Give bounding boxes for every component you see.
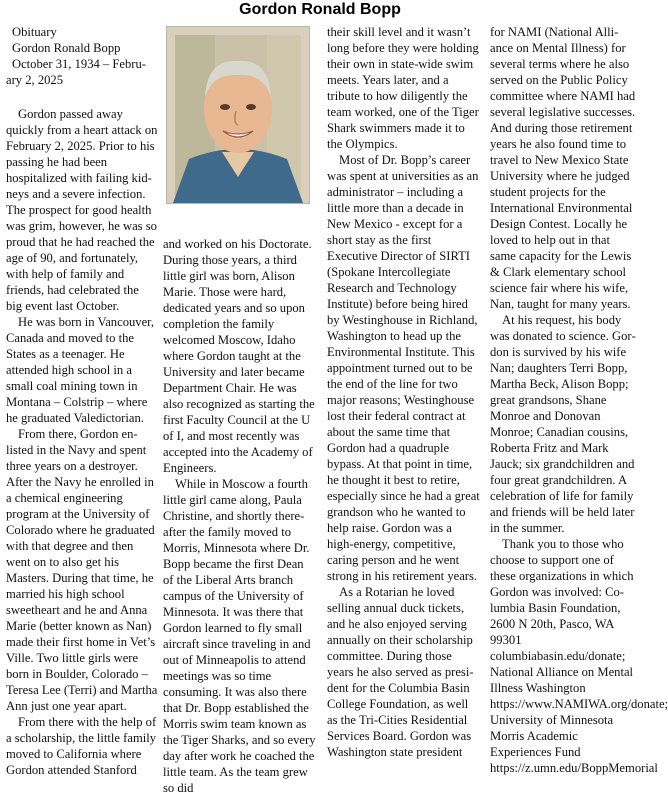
obituary-meta — [6, 24, 158, 88]
dates-line-2: ary 2, 2025 — [6, 73, 64, 87]
column-4 — [490, 24, 668, 776]
column-1 — [6, 24, 158, 778]
paragraph: As a Rotarian he loved selling annual duck tickets, and he also enjoyed serving annually on their scholarship committee. During those years he also served as president for the Columbia Basin College Foundation, as well as the Tri-Cities Residential Services Board. Gordon was Washington state president — [327, 585, 474, 759]
paragraph: From there, Gordon enlisted in the Navy and spent three years on a destroyer. After the Navy he enrolled in a chemical engineering program at the University of Colorado where he graduated with that degree and then went on to also get his Masters. During that time, he married his high school sweetheart and he and Anna Marie (better known as Nan) made their first home in Vet’s Ville. Two little girls were born in Boulder, Colorado – Teresa Lee (Terri) and Martha Ann just one year apart. — [6, 427, 158, 713]
obituary-label: Obituary — [12, 25, 57, 39]
paragraph: He was born in Vancouver, Canada and moved to the States as a teenager. He attended high school in a small coal mining town in Montana – Colstrip – where he graduated Valedictorian. — [6, 315, 155, 425]
portrait-illustration — [167, 27, 309, 203]
portrait-photo — [166, 26, 310, 204]
paragraph: While in Moscow a fourth little girl came along, Paula Christine, and shortly thereafter the family moved to Morris, Minnesota where Dr. Bopp became the first Dean of the Liberal Arts branch campus of the University of Minnesota. It was there that Gordon learned to fly small aircraft since traveling in and out of Minneapolis to attend meetings was so time consuming. It was also there that Dr. Bopp established the Morris swim team known as the Tiger Sharks, and so every day after work he coached the little team. As the team grew so did — [163, 477, 316, 795]
paragraph: Most of Dr. Bopp’s career was spent at universities as an administrator – including a little more than a decade in New Mexico - except for a short stay as the first Executive Director of SIRTI (Spokane Intercollegiate Research and Technology Institute) before being hired by Westinghouse in Richland, Washington to head up the Environmental Institute. This appointment turned out to be the end of the line for two major reasons; Westinghouse lost their federal contract at about the same time that Gordon had a quadruple bypass. At that point in time, he thought it best to retire, especially since he had a great grandson who he wanted to help raise. Gordon was a high-energy, competitive, caring person and he went strong in his retirement years. — [327, 153, 480, 583]
column-3 — [327, 24, 481, 760]
paragraph: Thank you to those who choose to support one of these organizations in which Gordon was involved: Columbia Basin Foundation, 2600 N 20th, Pasco, WA 99301 columbiabasin.edu/donate; National Alliance on Mental Illness Washington https://www.NAMIWA.org/donate; University of Minnesota Morris Academic Experiences Fund https://z.umn.edu/BoppMemorial — [490, 537, 668, 775]
paragraph: their skill level and it wasn’t long before they were holding their own in state-wide swim meets. Years later, and a tribute to how diligently the team worked, one of the Tiger Shark swimmers made it to the Olympics. — [327, 25, 479, 151]
headline: Gordon Ronald Bopp — [239, 1, 401, 18]
paragraph: From there with the help of a scholarship, the little family moved to California where Gordon attended Stanford — [6, 715, 157, 777]
paragraph: and worked on his Doctorate. During those years, a third little girl was born, Alison Marie. Those were hard, dedicated years and so upon completion the family welcomed Moscow, Idaho where Gordon taught at the University and later became Department Chair. He was also recognized as starting the first Faculty Council at the U of I, and most recently was accepted into the Academy of Engineers. — [163, 237, 315, 475]
column-2-text — [163, 236, 317, 796]
paragraph: for NAMI (National Alliance on Mental Illness) for several terms where he also served on the Public Policy committee where NAMI had several legislative successes. And during those retirement years he also found time to travel to New Mexico State University where he judged student projects for the International Environmental Design Contest. Locally he loved to help out in that same capacity for the Lewis & Clark elementary school science fair where his wife, Nan, taught for many years. — [490, 25, 636, 311]
dates-line-1: October 31, 1934 – Febru- — [12, 57, 146, 71]
paragraph: Gordon passed away quickly from a heart attack on February 2, 2025. Prior to his passing he had been hospitalized with failing kidneys and a severe infection. The prospect for good health was grim, however, he was so proud that he had reached the age of 90, and fortunately, with help of family and friends, had celebrated the big event last October. — [6, 107, 158, 313]
obituary-name: Gordon Ronald Bopp — [12, 41, 121, 55]
obituary-dates — [6, 56, 158, 88]
paragraph: At his request, his body was donated to science. Gordon is survived by his wife Nan; daughters Terri Bopp, Martha Beck, Alison Bopp; great grandsons, Shane Monroe and Donovan Monroe; Canadian cousins, Roberta Fritz and Mark Jauck; six grandchildren and four great grandchildren. A celebration of life for family and friends will be held later in the summer. — [490, 313, 636, 535]
